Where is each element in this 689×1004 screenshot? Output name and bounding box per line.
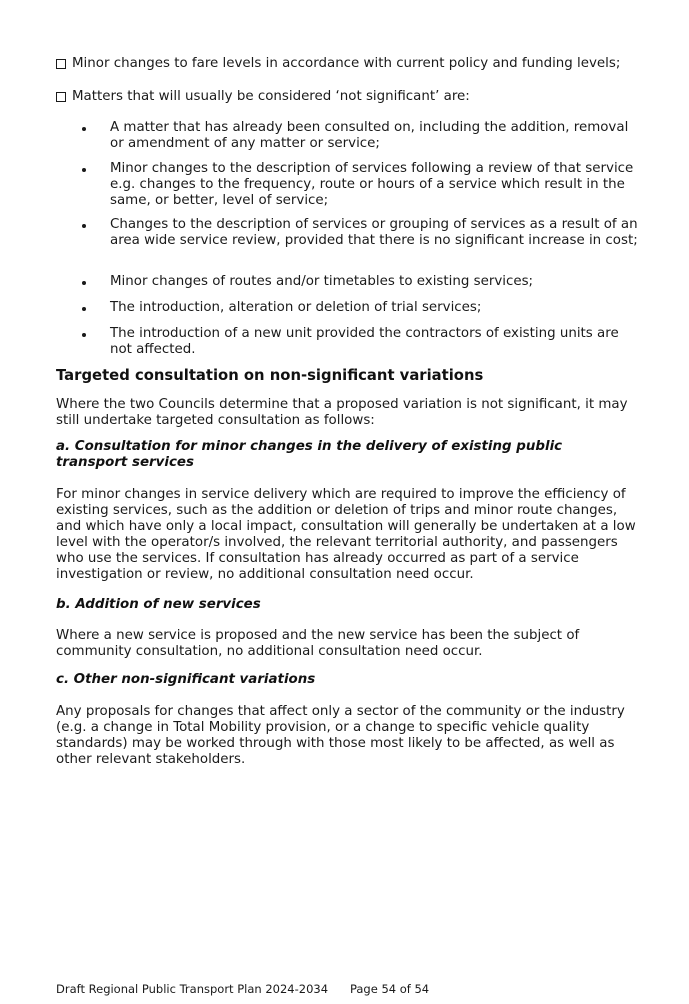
checklist-item bbox=[56, 89, 638, 105]
bullet-icon bbox=[82, 281, 86, 285]
section-heading: Targeted consultation on non-significant variations bbox=[56, 367, 484, 384]
subsection-body: Where a new service is proposed and the new service has been the subject of community consultation, no additional consultation need occur. bbox=[56, 628, 580, 659]
section-intro: Where the two Councils determine that a proposed variation is not significant, it may still undertake targeted consultation as follows: bbox=[56, 397, 628, 428]
page-footer bbox=[56, 982, 429, 996]
checklist-item bbox=[56, 56, 638, 72]
list-item-text: Changes to the description of services or grouping of services as a result of an area wide service review, provided that there is no significant increase in cost; bbox=[110, 217, 638, 248]
bullet-icon bbox=[82, 333, 86, 337]
subsection-heading: a. Consultation for minor changes in the delivery of existing public transport services bbox=[56, 439, 563, 470]
bullet-icon bbox=[82, 127, 86, 131]
checkbox-icon bbox=[56, 59, 66, 69]
footer-document-title: Draft Regional Public Transport Plan 2024-2034 bbox=[56, 982, 329, 996]
document-page bbox=[56, 0, 638, 1004]
subsection-body: Any proposals for changes that affect only a sector of the community or the industry (e.g. a change in Total Mobility provision, or a change to specific vehicle quality standards) may be worked through with those most likely to be affected, as well as other relevant stakeholders. bbox=[56, 704, 625, 767]
bullet-icon bbox=[82, 168, 86, 172]
bullet-icon bbox=[82, 224, 86, 228]
footer-page-number: Page 54 of 54 bbox=[349, 982, 430, 996]
checkbox-icon bbox=[56, 92, 66, 102]
subsection-heading: b. Addition of new services bbox=[56, 597, 261, 612]
list-item-text: The introduction of a new unit provided the contractors of existing units are not affected. bbox=[110, 326, 619, 357]
bullet-icon bbox=[82, 307, 86, 311]
subsection-body: For minor changes in service delivery which are required to improve the efficiency of existing services, such as the addition or deletion of trips and minor route changes, and which have only a local impact, consultation will generally be undertaken at a low level with the operator/s involved, the relevant territorial authority, and passengers who use the services. If consultation has already occurred as part of a service investigation or review, no additional consultation need occur. bbox=[56, 487, 636, 582]
checklist-text: Matters that will usually be considered ‘not significant’ are: bbox=[72, 89, 470, 104]
subsection-heading: c. Other non-significant variations bbox=[56, 672, 316, 687]
list-item-text: Minor changes to the description of services following a review of that service e.g. changes to the frequency, route or hours of a service which result in the same, or better, level of service; bbox=[110, 161, 634, 208]
list-item-text: The introduction, alteration or deletion of trial services; bbox=[110, 300, 482, 315]
list-item-text: A matter that has already been consulted on, including the addition, removal or amendment of any matter or service; bbox=[110, 120, 629, 151]
checklist-text: Minor changes to fare levels in accordance with current policy and funding levels; bbox=[72, 56, 621, 71]
list-item-text: Minor changes of routes and/or timetables to existing services; bbox=[110, 274, 534, 289]
